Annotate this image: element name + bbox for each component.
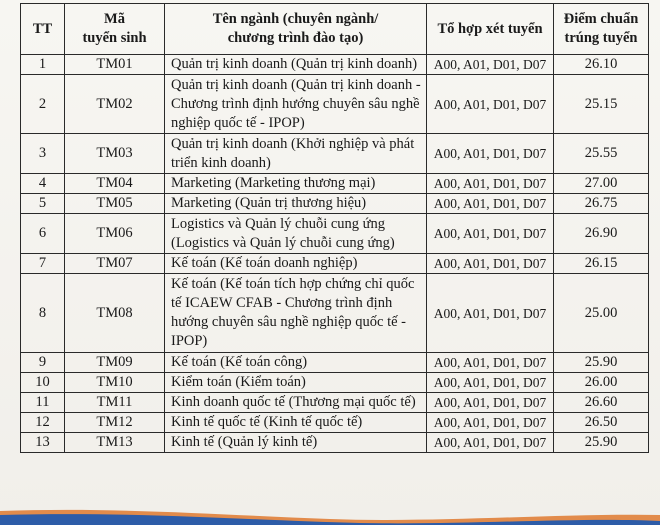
cell-score: 26.60 xyxy=(554,393,649,413)
header-name: Tên ngành (chuyên ngành/ chương trình đào tạo) xyxy=(165,4,427,55)
cell-tt: 10 xyxy=(21,373,65,393)
cell-score: 26.75 xyxy=(554,194,649,214)
table-row xyxy=(21,134,649,174)
table-row xyxy=(21,55,649,75)
cell-code: TM10 xyxy=(65,373,165,393)
cell-code: TM07 xyxy=(65,254,165,274)
cell-score: 25.00 xyxy=(554,274,649,353)
cell-score: 25.90 xyxy=(554,433,649,453)
table-row xyxy=(21,214,649,254)
table-row xyxy=(21,393,649,413)
footer-decoration xyxy=(0,485,660,525)
cell-combo: A00, A01, D01, D07 xyxy=(427,55,554,75)
cell-code: TM08 xyxy=(65,274,165,353)
cell-combo: A00, A01, D01, D07 xyxy=(427,393,554,413)
cell-code: TM13 xyxy=(65,433,165,453)
cell-name: Quản trị kinh doanh (Quản trị kinh doanh - Chương trình định hướng chuyên sâu nghề nghiệp quốc tế - IPOP) xyxy=(165,75,427,134)
cell-name: Kiểm toán (Kiểm toán) xyxy=(165,373,427,393)
cell-name: Logistics và Quản lý chuỗi cung ứng (Logistics và Quản lý chuỗi cung ứng) xyxy=(165,214,427,254)
cell-code: TM09 xyxy=(65,353,165,373)
cell-tt: 9 xyxy=(21,353,65,373)
cell-tt: 5 xyxy=(21,194,65,214)
cell-name: Kinh doanh quốc tế (Thương mại quốc tế) xyxy=(165,393,427,413)
cell-code: TM03 xyxy=(65,134,165,174)
table-row xyxy=(21,174,649,194)
cell-tt: 12 xyxy=(21,413,65,433)
cell-code: TM01 xyxy=(65,55,165,75)
cell-combo: A00, A01, D01, D07 xyxy=(427,373,554,393)
cell-name: Marketing (Marketing thương mại) xyxy=(165,174,427,194)
cell-name: Quản trị kinh doanh (Khởi nghiệp và phát triển kinh doanh) xyxy=(165,134,427,174)
cell-code: TM04 xyxy=(65,174,165,194)
cell-tt: 2 xyxy=(21,75,65,134)
header-row xyxy=(21,4,649,55)
table-row xyxy=(21,353,649,373)
cell-tt: 8 xyxy=(21,274,65,353)
cell-combo: A00, A01, D01, D07 xyxy=(427,433,554,453)
cell-name: Marketing (Quản trị thương hiệu) xyxy=(165,194,427,214)
cell-name: Quản trị kinh doanh (Quản trị kinh doanh) xyxy=(165,55,427,75)
cell-name: Kinh tế (Quản lý kinh tế) xyxy=(165,433,427,453)
cell-combo: A00, A01, D01, D07 xyxy=(427,214,554,254)
cell-name: Kinh tế quốc tế (Kinh tế quốc tế) xyxy=(165,413,427,433)
decor-blue-swoosh xyxy=(0,514,660,525)
cell-score: 27.00 xyxy=(554,174,649,194)
cell-score: 25.90 xyxy=(554,353,649,373)
cell-score: 26.50 xyxy=(554,413,649,433)
cell-code: TM06 xyxy=(65,214,165,254)
cell-tt: 3 xyxy=(21,134,65,174)
header-combo: Tổ hợp xét tuyển xyxy=(427,4,554,55)
cell-name: Kế toán (Kế toán doanh nghiệp) xyxy=(165,254,427,274)
cell-tt: 11 xyxy=(21,393,65,413)
cell-code: TM05 xyxy=(65,194,165,214)
cell-combo: A00, A01, D01, D07 xyxy=(427,75,554,134)
header-tt: TT xyxy=(21,4,65,55)
header-code: Mã tuyển sinh xyxy=(65,4,165,55)
cell-code: TM11 xyxy=(65,393,165,413)
cell-combo: A00, A01, D01, D07 xyxy=(427,134,554,174)
cell-score: 25.55 xyxy=(554,134,649,174)
cell-combo: A00, A01, D01, D07 xyxy=(427,274,554,353)
table-row xyxy=(21,75,649,134)
cell-tt: 13 xyxy=(21,433,65,453)
cell-combo: A00, A01, D01, D07 xyxy=(427,353,554,373)
cell-combo: A00, A01, D01, D07 xyxy=(427,194,554,214)
table-row xyxy=(21,194,649,214)
cell-code: TM12 xyxy=(65,413,165,433)
cell-tt: 7 xyxy=(21,254,65,274)
cell-combo: A00, A01, D01, D07 xyxy=(427,254,554,274)
cell-tt: 6 xyxy=(21,214,65,254)
cell-combo: A00, A01, D01, D07 xyxy=(427,413,554,433)
admission-score-table xyxy=(20,3,649,453)
table-row xyxy=(21,254,649,274)
cell-name: Kế toán (Kế toán công) xyxy=(165,353,427,373)
cell-combo: A00, A01, D01, D07 xyxy=(427,174,554,194)
table-row xyxy=(21,274,649,353)
decor-orange-swoosh xyxy=(0,510,660,525)
table-row xyxy=(21,373,649,393)
cell-code: TM02 xyxy=(65,75,165,134)
header-score: Điểm chuẩn trúng tuyển xyxy=(554,4,649,55)
cell-score: 26.10 xyxy=(554,55,649,75)
cell-name: Kế toán (Kế toán tích hợp chứng chỉ quốc tế ICAEW CFAB - Chương trình định hướng chuyên sâu nghề nghiệp quốc tế - IPOP) xyxy=(165,274,427,353)
cell-tt: 1 xyxy=(21,55,65,75)
cell-score: 26.00 xyxy=(554,373,649,393)
table-row xyxy=(21,413,649,433)
cell-score: 25.15 xyxy=(554,75,649,134)
table-row xyxy=(21,433,649,453)
cell-score: 26.15 xyxy=(554,254,649,274)
cell-score: 26.90 xyxy=(554,214,649,254)
cell-tt: 4 xyxy=(21,174,65,194)
